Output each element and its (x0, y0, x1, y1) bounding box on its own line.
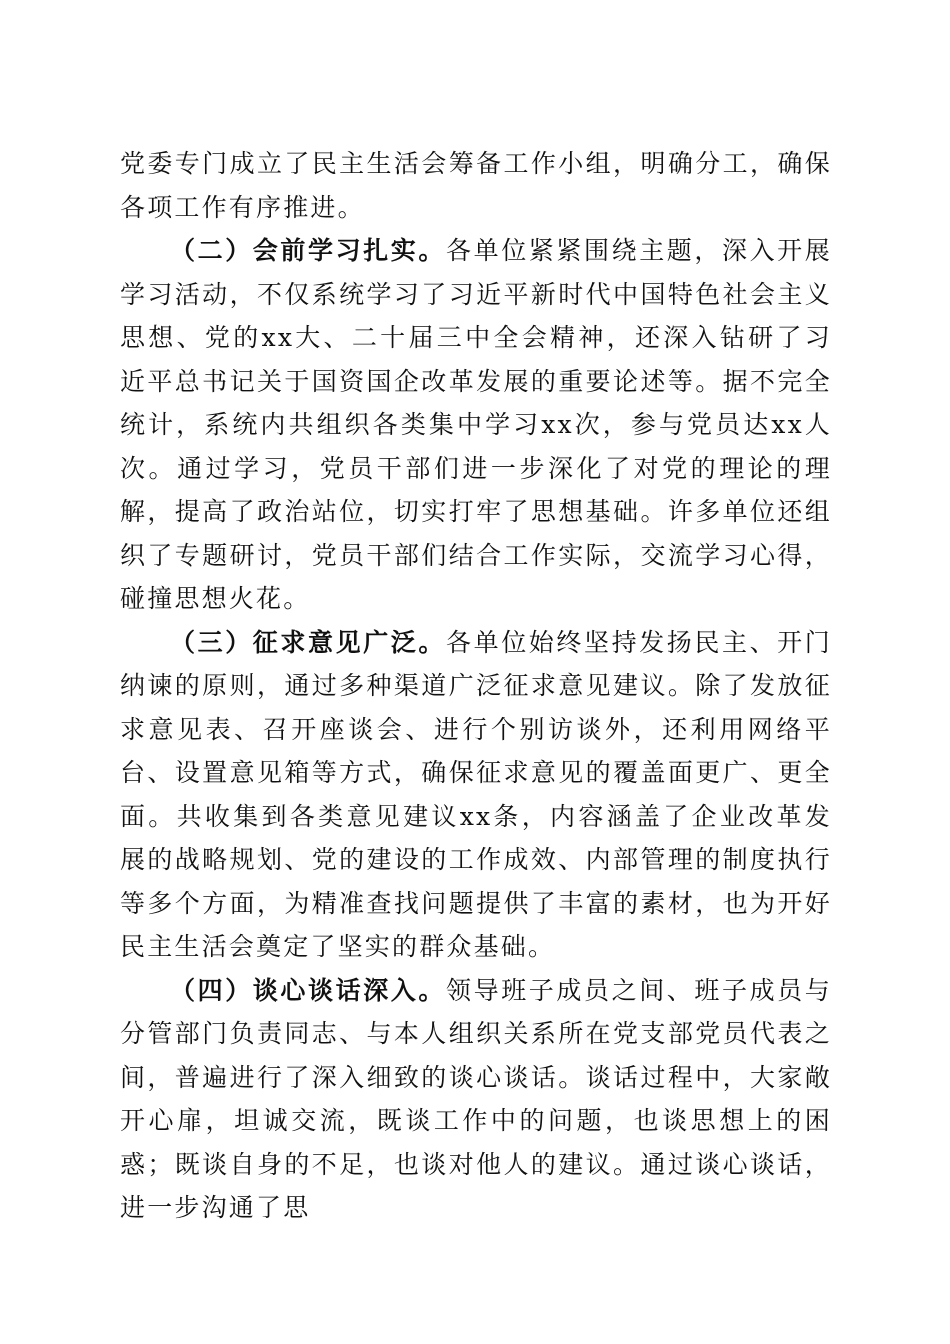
paragraph-study (120, 229, 832, 621)
paragraph-text: 党委专门成立了民主生活会筹备工作小组，明确分工，确保各项工作有序推进。 (120, 149, 832, 222)
paragraph-opinions (120, 621, 832, 969)
paragraph-text: 各单位始终坚持发扬民主、开门纳谏的原则，通过多种渠道广泛征求意见建议。除了发放征求意见表、召开座谈会、进行个别访谈外，还利用网络平台、设置意见箱等方式，确保征求意见的覆盖面更广、更全面。共收集到各类意见建议xx条，内容涵盖了企业改革发展的战略规划、党的建设的工作成效、内部管理的制度执行等多个方面，为精准查找问题提供了丰富的素材，也为开好民主生活会奠定了坚实的群众基础。 (120, 627, 832, 961)
paragraph-talks (120, 969, 832, 1230)
paragraph-preparation (120, 142, 832, 229)
paragraph-text: 领导班子成员之间、班子成员与分管部门负责同志、与本人组织关系所在党支部党员代表之间，普遍进行了深入细致的谈心谈话。谈话过程中，大家敞开心扉，坦诚交流，既谈工作中的问题，也谈思想上的困惑；既谈自身的不足，也谈对他人的建议。通过谈心谈话，进一步沟通了思 (120, 975, 832, 1222)
section-heading-study: （二）会前学习扎实。 (170, 236, 446, 265)
section-heading-opinions: （三）征求意见广泛。 (170, 627, 446, 657)
section-heading-talks: （四）谈心谈话深入。 (170, 975, 446, 1005)
document-body (120, 142, 832, 1230)
paragraph-text: 各单位紧紧围绕主题，深入开展学习活动，不仅系统学习了习近平新时代中国特色社会主义思想、党的xx大、二十届三中全会精神，还深入钻研了习近平总书记关于国资国企改革发展的重要论述等。据不完全统计，系统内共组织各类集中学习xx次，参与党员达xx人次。通过学习，党员干部们进一步深化了对党的理论的理解，提高了政治站位，切实打牢了思想基础。许多单位还组织了专题研讨，党员干部们结合工作实际，交流学习心得，碰撞思想火花。 (120, 236, 832, 613)
